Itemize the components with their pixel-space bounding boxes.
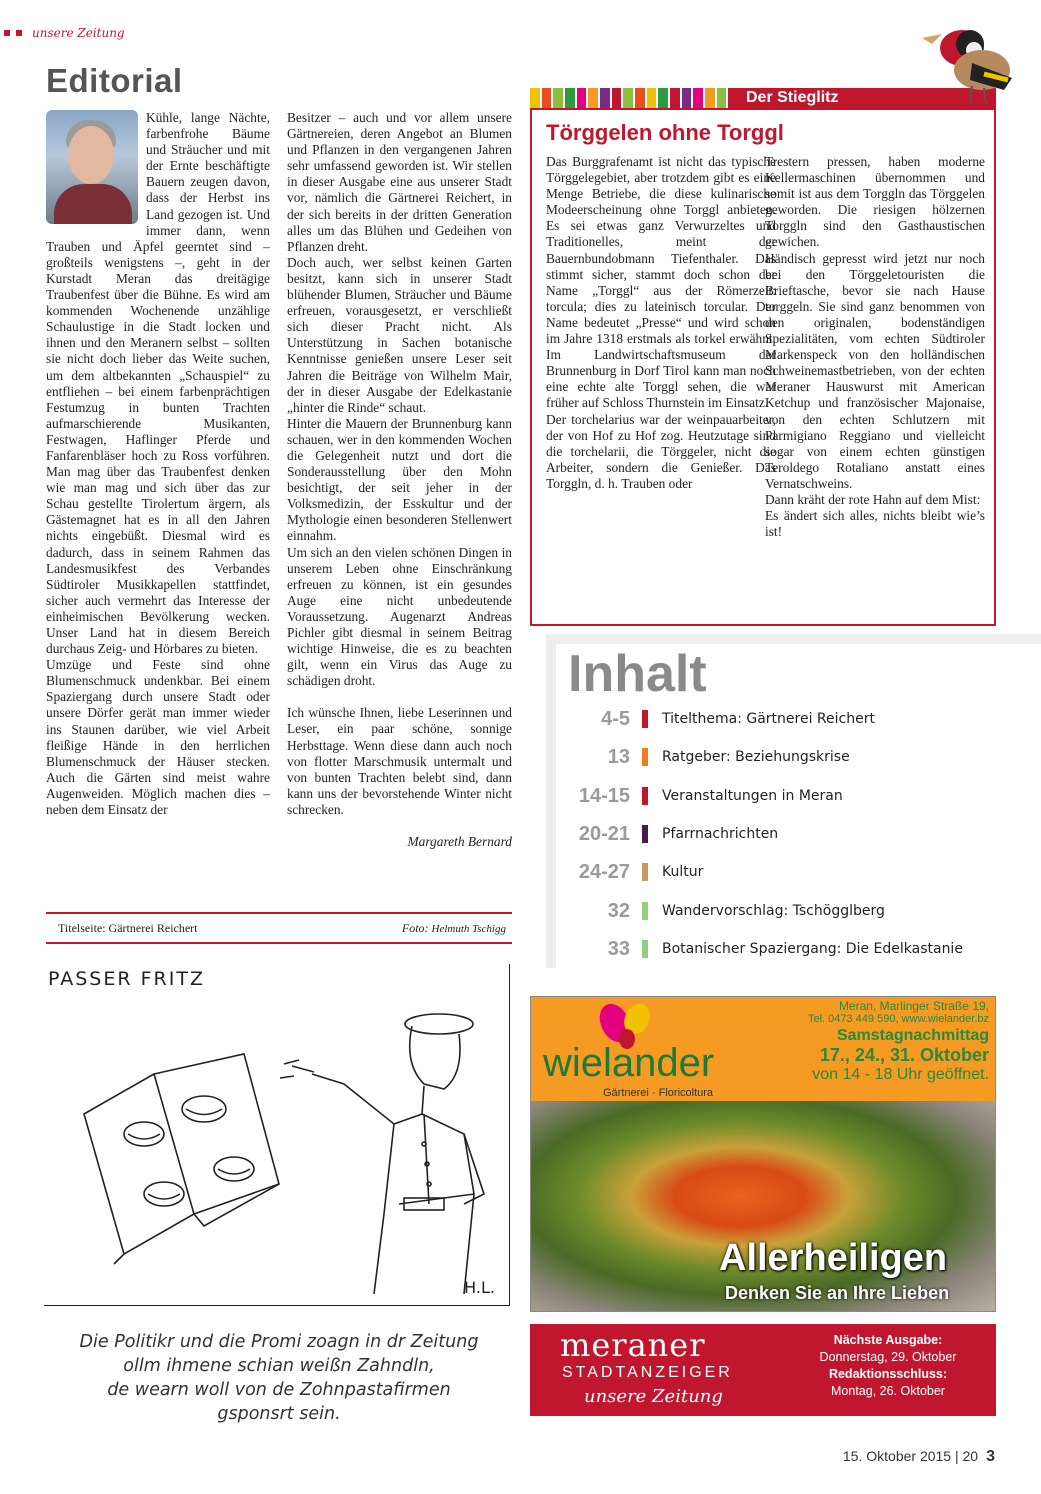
brand-square-icon xyxy=(4,30,10,36)
page-footer xyxy=(843,1448,995,1466)
color-stripe xyxy=(682,88,692,108)
color-stripe xyxy=(588,88,598,108)
cartoon-panel xyxy=(44,964,510,1306)
cartoon-signature: H.L. xyxy=(464,1278,495,1297)
stieglitz-paragraph: Dann kräht der rote Hahn auf dem Mist: xyxy=(765,491,981,507)
color-stripe xyxy=(553,88,563,108)
goldfinch-icon xyxy=(912,8,1022,108)
stieglitz-paragraph: Das Burggrafenamt ist nicht das typische Törggelegebiet, aber trotzdem gibt es eine Menge Betriebe, die diese kulinarische Modeerscheinung ohne Torggl anbieten. Es sei etwas ganz Verwurzeltes und Traditionelles, meint der Bauernbundobmann Tiefenthaler. Das stimmt sicher, stammt doch schon der Name „Torggl“ aus der Römerzeit: torcula; dies zu lateinisch torcular. Der Name bedeutet „Presse“ und wird schon im Jahre 1318 erstmals als torkel erwähnt. Im Landwirtschaftsmuseum der Brunnenburg in Dorf Tirol kann man noch eine echte alte Torggl sehen, die war früher auf Schloss Thurnstein im Einsatz. xyxy=(546,154,776,411)
cover-caption: Titelseite: Gärtnerei Reichert xyxy=(58,920,198,935)
column-tab: Der Stieglitz xyxy=(738,88,996,108)
color-stripe xyxy=(612,88,622,108)
editorial-signature: Margareth Bernard xyxy=(407,834,512,850)
editorial-title: Editorial xyxy=(46,62,183,99)
color-stripe xyxy=(705,88,715,108)
photo-credit: Foto: Helmuth Tschigg xyxy=(401,920,506,935)
masthead-title: meraner xyxy=(560,1326,706,1364)
issue-date: 15. Oktober 2015 | 20 xyxy=(842,1448,979,1464)
page-number: 3 xyxy=(986,1448,995,1465)
editorial-column-2 xyxy=(287,110,512,850)
masthead-tag: unsere Zeitung xyxy=(584,1386,723,1407)
toc-item[interactable]: 14-15 Veranstaltungen in Meran xyxy=(578,784,843,807)
toc-item[interactable]: 20-21 Pfarrnachrichten xyxy=(578,822,779,845)
color-stripe xyxy=(635,88,645,108)
editorial-paragraph: Hinter die Mauern der Brunnenburg kann schauen, wer in den kommenden Wochen die Gelegenheit nutzt und dort die Sonderausstellung über den Mohn besichtigt, der seit jeher in der Volksmedizin, der Esskultur und der Mythologie einen besonderen Stellenwert einnahm. xyxy=(287,415,512,544)
advert-brand: wielander xyxy=(543,1041,715,1085)
color-stripe xyxy=(647,88,657,108)
editorial-paragraph: Ich wünsche Ihnen, liebe Leserinnen und Leser, ein paar schöne, sonnige Herbsttage. Wenn diese dann auch noch von flotter Marschmusik untermalt und von bunten Trachten belebt sind, dann kann uns der bevorstehende Winter nicht schrecken. xyxy=(287,705,512,817)
color-stripe xyxy=(658,88,668,108)
cartoon-drawing xyxy=(44,964,510,1306)
color-stripe-bar xyxy=(530,88,738,108)
stieglitz-column-1 xyxy=(546,154,776,492)
toc-item[interactable]: 32 Wandervorschlag: Tschögglberg xyxy=(607,899,885,922)
stieglitz-paragraph: Händisch gepresst wird jetzt nur noch bei den Törggeletouristen die Brieftasche, bevor sie nach Hause torggeln. Sie sind ganz benommen von den originalen, bodenständigen Spezialitäten, vom echten Südtiroler Markenspeck von den holländischen Schweinemastbetrieben, von der echten Meraner Hauswurst mit American Ketchup und französischer Majonaise, von den echten Schlutzern mit Parmigiano Reggiano und vielleicht sogar von einem echten günstigen Teroldego Rotaliano anstatt eines Vernatschweins. xyxy=(765,250,985,491)
editorial-paragraph: Kühle, lange Nächte, farbenfrohe Bäume und Sträucher und mit der Ernte beschäftigte Bauern zeugen davon, dass der Herbst ins Land gezogen ist. Und immer dann, wenn Trauben und Äpfel geerntet sind – großteils wenigstens –, geht in der Kurstadt Meran das dreitägige Traubenfest über die Bühne. Es wird am kommenden Wochenende unzählige Schaulustige in die Stadt locken und ihnen und den Meranern selbst – sollten sie nicht doch lieber das Weite suchen, um dem altbekannten „Schauspiel“ zu entfliehen – bei einem farbenprächtigen Festumzug in bunten Trachten aufmarschierende Musikanten, Festwagen, Haflinger Pferde und Fanfarenbläser hoch zu Ross vorführen. Man mag über das Traubenfest denken wie man mag und sich über das zur Schau gestellte Tirolertum ärgern, als Gästemagnet hat es in all den Jahren nichts eingebüßt. Diesmal wird es dadurch, dass in seinem Rahmen das Landesmusikfest des Verbandes Südtiroler Musikkapellen stattfindet, sicher auch vermehrt das Interesse der einheimischen Bevölkerung wecken. Unser Land hat in diesem Bereich durchaus Zeig- und Hörbares zu bieten. xyxy=(46,110,270,657)
advert-subline: Denken Sie an Ihre Lieben xyxy=(725,1283,950,1303)
color-stripe xyxy=(565,88,575,108)
color-stripe xyxy=(542,88,552,108)
color-stripe xyxy=(717,88,727,108)
stieglitz-headline: Törggelen ohne Torggl xyxy=(546,120,784,145)
brand-square-icon xyxy=(16,30,22,36)
color-stripe xyxy=(600,88,610,108)
editorial-paragraph: Um sich an den vielen schönen Dingen in unserem Leben ohne Einschränkung erfreuen zu können, ist ein gesundes Auge eine nicht unbedeutende Voraussetzung. Augenarzt Andreas Pichler gibt diesmal in seinem Beitrag wichtige Hinweise, die es zu beachten gilt, wenn ein Virus das Auge zu schädigen droht. xyxy=(287,544,512,689)
header-brand xyxy=(4,26,125,40)
stieglitz-paragraph: Der torchelarius war der weinpauarbeiter, der von Hof zu Hof zog. Heutzutage sind die torchelarii, die Törggeler, nicht die Arbeiter, sondern die Genießer. Das Torggln, d. h. Trauben oder xyxy=(546,411,776,491)
toc-item[interactable]: 4-5 Titelthema: Gärtnerei Reichert xyxy=(601,707,875,730)
color-stripe xyxy=(670,88,680,108)
editorial-paragraph: Umzüge und Feste sind ohne Blumenschmuck undenkbar. Bei einem Spaziergang durch unsere Stadt oder unsere Dörfer gerät man immer wieder ins Staunen darüber, wie viel Arbeit fleißige Hände in den herrlichen Blumenschmuck der Häuser stecken. Auch die Gärten sind meist wahre Augenweiden. Möglich machen dies – neben dem Einsatz der xyxy=(46,657,270,818)
stieglitz-column-2 xyxy=(765,154,985,540)
toc-item[interactable]: 24-27 Kultur xyxy=(578,860,704,883)
brand-name: unsere Zeitung xyxy=(32,26,125,40)
color-stripe xyxy=(728,88,738,108)
advert-info: Meran, Marlinger Straße 19, Tel. 0473 449 590, www.wielander.bz Samstagnachmittag 17., 24., 31. Oktober von 14 - 18 Uhr geöffnet. xyxy=(807,999,989,1083)
wielander-advert[interactable] xyxy=(530,996,996,1312)
toc-item[interactable]: 33 Botanischer Spaziergang: Die Edelkastanie xyxy=(607,937,963,960)
cover-credit xyxy=(46,912,512,944)
cartoon-title: PASSER FRITZ xyxy=(48,968,205,990)
toc-item[interactable]: 13 Ratgeber: Beziehungskrise xyxy=(607,745,850,768)
masthead-box xyxy=(530,1324,996,1416)
editorial-paragraph: Doch auch, wer selbst keinen Garten besitzt, kann sich in unserer Stadt blühender Blumen, Sträucher und Bäume erfreuen, vorausgesetzt, er verschließt sich dieser Pracht nicht. Als Unterstützung in Sachen botanische Kenntnisse genießen unsere Leser seit Jahren die Beiträge von Wilhelm Mair, der in dieser Ausgabe der Edelkastanie „hinter die Rinde“ schaut. xyxy=(287,254,512,415)
issue-info: Nächste Ausgabe: Donnerstag, 29. Oktober Redaktionsschluss: Montag, 26. Oktober xyxy=(819,1333,957,1398)
color-stripe xyxy=(530,88,540,108)
stieglitz-paragraph: Trestern pressen, haben moderne Kellermaschinen übernommen und somit ist aus dem Torggln das Törggelen geworden. Die riesigen hölzernen Torggln sind den Gasthaustischen gewichen. xyxy=(765,154,985,250)
masthead-subtitle: STADTANZEIGER xyxy=(562,1364,733,1381)
color-stripe xyxy=(577,88,587,108)
advert-brand-sub: Gärtnerei · Floricoltura xyxy=(603,1087,714,1099)
color-stripe xyxy=(693,88,703,108)
cartoon-caption: Die Politikr und die Promi zoagn in dr Zeitung ollm ihmene schian weißn Zahndln, de wearn woll von de Zohnpastafirmen gsponsrt sein. xyxy=(79,1332,479,1424)
toc-title: Inhalt xyxy=(568,645,707,703)
flower-bed-image xyxy=(531,1101,995,1312)
stieglitz-paragraph: Es ändert sich alles, nichts bleibt wie’s ist! xyxy=(765,508,985,540)
editorial-paragraph: Besitzer – auch und vor allem unsere Gärtnereien, deren Angebot an Blumen und Pflanzen in den vergangenen Jahren sehr umfassend geworden ist. Wir stellen in dieser Ausgabe eine aus unserer Stadt vor, nämlich die Gärtnerei Reichert, in der sich bereits in der dritten Generation alles um das Blühen und Gedeihen von Pflanzen dreht. xyxy=(287,110,512,254)
editorial-column-1 xyxy=(46,110,270,818)
advert-headline: Allerheiligen xyxy=(719,1237,948,1279)
color-stripe xyxy=(623,88,633,108)
